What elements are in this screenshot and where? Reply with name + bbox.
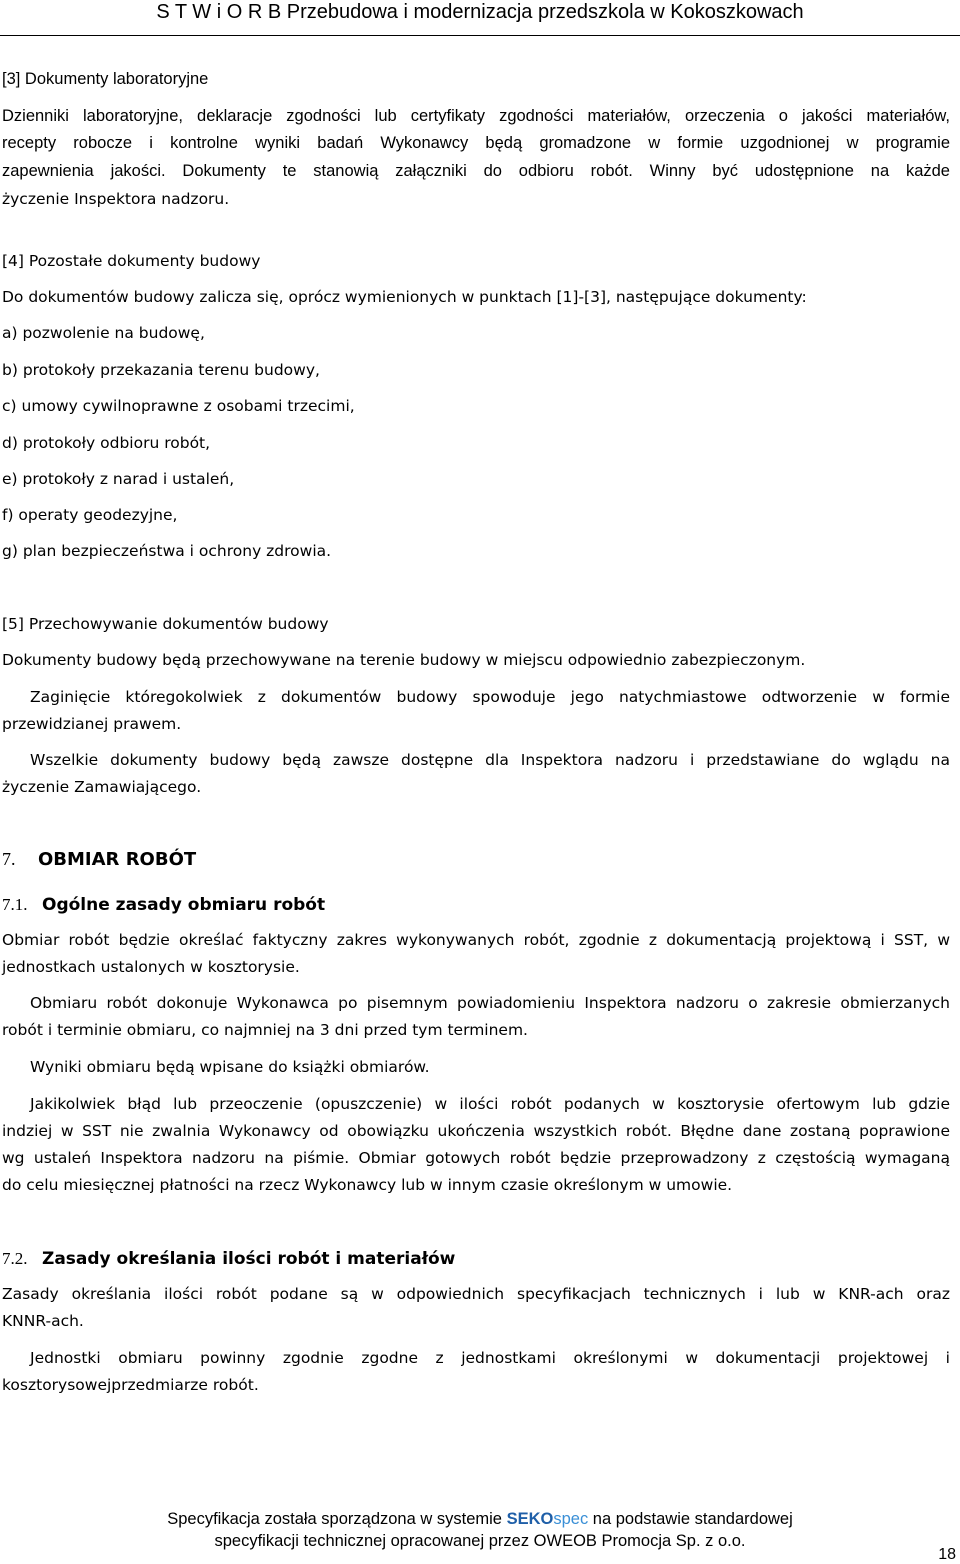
section-number: 7. bbox=[2, 849, 16, 869]
paragraph-line: jednostkach ustalonych w kosztorysie. bbox=[2, 958, 300, 976]
paragraph-line: Obmiar robót będzie określać faktyczny zakres wykonywanych robót, zgodnie z dokumentacją projektową i SST, w bbox=[2, 931, 950, 949]
paragraph-line: zapewnienia jakości. Dokumenty te stanowią załączniki do odbioru robót. Winny być udostępnione na każde bbox=[2, 162, 950, 180]
paragraph-line: Obmiaru robót dokonuje Wykonawca po pisemnym powiadomieniu Inspektora nadzoru o zakresie obmierzanych bbox=[30, 994, 950, 1012]
list-item: b) protokoły przekazania terenu budowy, bbox=[2, 361, 320, 379]
page-header: S T W i O R B Przebudowa i modernizacja przedszkola w Kokoszkowach bbox=[156, 1, 804, 23]
section-4-intro: Do dokumentów budowy zalicza się, oprócz wymienionych w punktach [1]-[3], następujące dokumenty: bbox=[2, 288, 807, 306]
subsection-7-2-heading bbox=[2, 1245, 455, 1273]
subsection-7-1-heading bbox=[2, 891, 325, 919]
subsection-number: 7.2. bbox=[2, 1249, 28, 1268]
list-item: f) operaty geodezyjne, bbox=[2, 506, 178, 524]
list-item: d) protokoły odbioru robót, bbox=[2, 434, 211, 452]
paragraph-line: indziej w SST nie zwalnia Wykonawcy od obowiązku ukończenia wszystkich robót. Błędne dane zostaną poprawione bbox=[2, 1122, 950, 1140]
paragraph-line: kosztorysowejprzedmiarze robót. bbox=[2, 1376, 259, 1394]
page-number: 18 bbox=[938, 1546, 956, 1563]
subsection-title: Ogólne zasady obmiaru robót bbox=[42, 895, 326, 915]
list-item: a) pozwolenie na budowę, bbox=[2, 324, 205, 342]
paragraph-line: Zasady określania ilości robót podane są w odpowiednich specyfikacjach technicznych i lub w KNR-ach oraz bbox=[2, 1285, 950, 1303]
paragraph-line: Dzienniki laboratoryjne, deklaracje zgodności lub certyfikaty zgodności materiałów, orzeczenia o jakości materiałów, bbox=[2, 107, 950, 125]
list-item: g) plan bezpieczeństwa i ochrony zdrowia. bbox=[2, 542, 332, 560]
footer-line-2: specyfikacji technicznej opracowanej przez OWEOB Promocja Sp. z o.o. bbox=[214, 1532, 746, 1550]
section-title: OBMIAR ROBÓT bbox=[38, 849, 197, 870]
brand-logo-text: SEKOspec bbox=[506, 1510, 589, 1528]
section-7-heading bbox=[2, 846, 196, 873]
subsection-number: 7.1. bbox=[2, 895, 28, 914]
section-3-heading: [3] Dokumenty laboratoryjne bbox=[2, 70, 209, 88]
subsection-title: Zasady określania ilości robót i materiałów bbox=[42, 1249, 456, 1269]
paragraph-line: życzenie Inspektora nadzoru. bbox=[2, 190, 230, 208]
paragraph-line: wg ustaleń Inspektora nadzoru na piśmie. Obmiar gotowych robót będzie przeprowadzony z częstością wymaganą bbox=[2, 1149, 950, 1167]
paragraph-line: Zaginięcie któregokolwiek z dokumentów budowy spowoduje jego natychmiastowe odtworzenie w formie bbox=[30, 688, 950, 706]
paragraph-line: Wyniki obmiaru będą wpisane do książki obmiarów. bbox=[30, 1058, 430, 1076]
paragraph-line: robót i terminie obmiaru, co najmniej na 3 dni przed tym terminem. bbox=[2, 1021, 528, 1039]
footer-line-1 bbox=[0, 1508, 960, 1530]
paragraph-line: życzenie Zamawiającego. bbox=[2, 778, 202, 796]
list-item: c) umowy cywilnoprawne z osobami trzecimi, bbox=[2, 397, 355, 415]
footer-text: na podstawie standardowej bbox=[592, 1510, 793, 1528]
paragraph-line: Wszelkie dokumenty budowy będą zawsze dostępne dla Inspektora nadzoru i przedstawiane do wglądu na bbox=[30, 751, 950, 769]
paragraph-line: przewidzianej prawem. bbox=[2, 715, 182, 733]
header-rule bbox=[0, 35, 960, 36]
paragraph-line: recepty robocze i kontrolne wyniki badań Wykonawcy będą gromadzone w formie uzgodnionej w programie bbox=[2, 134, 950, 152]
paragraph-line: Dokumenty budowy będą przechowywane na terenie budowy w miejscu odpowiednio zabezpieczonym. bbox=[2, 651, 806, 669]
section-4-heading: [4] Pozostałe dokumenty budowy bbox=[2, 252, 261, 270]
paragraph-line: KNNR-ach. bbox=[2, 1312, 84, 1330]
list-item: e) protokoły z narad i ustaleń, bbox=[2, 470, 235, 488]
paragraph-line: do celu miesięcznej płatności na rzecz Wykonawcy lub w innym czasie określonym w umowie. bbox=[2, 1176, 733, 1194]
footer-text: Specyfikacja została sporządzona w systemie bbox=[167, 1510, 502, 1528]
paragraph-line: Jednostki obmiaru powinny zgodnie zgodne z jednostkami określonymi w dokumentacji projektowej i bbox=[30, 1349, 950, 1367]
section-5-heading: [5] Przechowywanie dokumentów budowy bbox=[2, 615, 329, 633]
paragraph-line: Jakikolwiek błąd lub przeoczenie (opuszczenie) w ilości robót podanych w kosztorysie ofertowym lub gdzie bbox=[30, 1095, 950, 1113]
